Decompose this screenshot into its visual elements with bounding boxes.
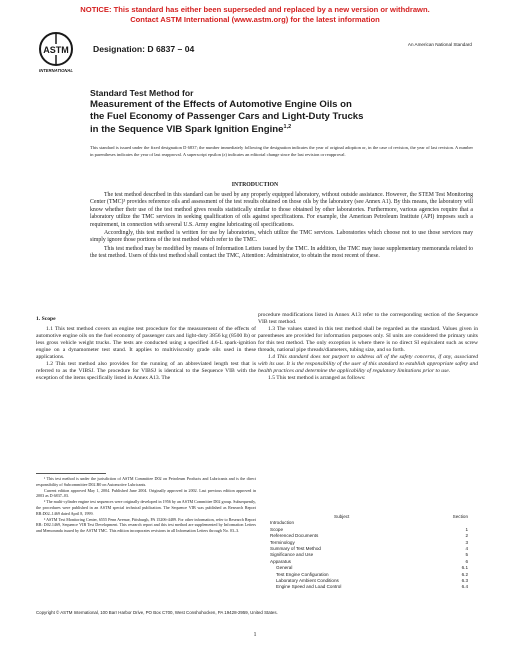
page-number: 1 xyxy=(253,632,257,638)
arrangement-table xyxy=(270,514,468,591)
row-subject: General xyxy=(276,565,293,571)
notice-line-2: Contact ASTM International (www.astm.org) for the latest information xyxy=(130,15,380,24)
logo-text: INTERNATIONAL xyxy=(39,68,73,73)
row-section: 6 xyxy=(465,558,468,564)
introduction-body xyxy=(90,192,473,262)
left-column xyxy=(36,316,256,382)
title-line-2: the Fuel Economy of Passenger Cars and Light-Duty Trucks xyxy=(90,110,364,122)
section-1-1: 1.1 This test method covers an engine test procedure for the measurement of the effects of automotive engine oils on the fuel economy of passenger cars and light-duty 3856 kg (8500 lb) or less gross vehicle weight trucks. The tests are conducted using a specified 4.6-L spark-ignition engine on a dynamometer test stand. It applies to multiviscosity grade oils used in these applications. xyxy=(36,326,256,361)
row-subject: Significance and Use xyxy=(270,552,314,558)
title-line-3 xyxy=(90,122,490,136)
row-section: 5 xyxy=(465,552,468,558)
row-section: 4 xyxy=(465,546,468,552)
svg-text:ASTM: ASTM xyxy=(43,45,69,55)
withdrawal-notice xyxy=(0,5,510,25)
section-1-3: 1.3 The values stated in this test method shall be regarded as the standard. Values given in parentheses are provided for information purposes only. SI units are considered the primary units for this test method. The only exception is where there is no direct SI equivalent such as screw threads, national pipe threads/diameters, tubing size, and so forth. xyxy=(258,326,478,354)
intro-paragraph: This test method may be modified by means of Information Letters issued by the TMC. In addition, the TMC may issue supplementary memoranda related to the test method. Users of this test method shall contact the TMC, Attention: Administrator, to obtain the most recent of these. xyxy=(90,245,473,260)
footnote-2: ² The multi-cylinder engine test sequences were originally developed in 1956 by an ASTM Committee D02 group. Subsequently, the procedures were published in an ASTM special technical publication. The Sequence VIB was published as Research Report RR:D02–1469 dated April 8, 1999. xyxy=(36,499,256,516)
right-column xyxy=(258,312,478,382)
footnote-3: ³ ASTM Test Monitoring Center, 6555 Penn Avenue, Pittsburgh, PA 15206-4489. For other information, refer to Research Report RR: D02.1469, Sequence VIB Test Development. This research report and this test method are supplemented by Information Letters and Memoranda issued by the ASTM TMC. This edition incorporates revisions in all Information Letters through No. 03–3. xyxy=(36,516,256,533)
footnote-1: ¹ This test method is under the jurisdiction of ASTM Committee D02 on Petroleum Products and Lubricants and is the direct responsibility of Subcommittee D02.B0 on Automotive Lubricants. xyxy=(36,476,256,487)
document-title xyxy=(90,88,490,136)
footnote-divider xyxy=(36,473,106,474)
title-line-0: Standard Test Method for xyxy=(90,88,194,98)
row-subject: Apparatus xyxy=(270,558,291,564)
notice-line-1: NOTICE: This standard has either been superseded and replaced by a new version or withdrawn. xyxy=(80,5,430,14)
row-subject: Terminology xyxy=(270,539,295,545)
row-section: 3 xyxy=(465,539,468,545)
row-subject: Scope xyxy=(270,526,284,532)
section-1-4: 1.4 This standard does not purport to address all of the safety concerns, if any, associated with its use. It is the responsibility of the user of this standard to establish appropriate safety and health practices and determine the applicability of regulatory limitations prior to use. xyxy=(258,354,478,375)
section-1-2: 1.2 This test method also provides for the running of an abbreviated length test that is referred to as the VIBSJ. The procedure for VIBSJ is identical to the Sequence VIB with the exception of the items specifically listed in Annex A13. The xyxy=(36,361,256,382)
row-section: 6.2 xyxy=(461,571,468,577)
title-line-1: Measurement of the Effects of Automotive Engine Oils on xyxy=(90,99,352,110)
row-section: 1 xyxy=(465,526,468,532)
copyright-line: Copyright © ASTM International, 100 Barr Harbor Drive, PO Box C700, West Conshohocken, PA 19428-2959, United States. xyxy=(36,610,278,615)
col-section-header: Section xyxy=(452,514,468,519)
row-section: 6.4 xyxy=(461,584,468,590)
section-heading-scope: 1. Scope xyxy=(36,316,56,322)
intro-paragraph: Accordingly, this test method is written for use by laboratories, which utilize the TMC services. Laboratories which choose not to use those services may simply ignore those portions of the test method which refer to the TMC. xyxy=(90,230,473,244)
row-subject: Introduction xyxy=(270,520,295,526)
astm-logo xyxy=(35,30,77,76)
section-1-2-continued: procedure modifications listed in Annex A13 refer to the corresponding section of the Sequence VIB test method. xyxy=(258,312,478,326)
designation: Designation: D 6837 – 04 xyxy=(93,44,195,54)
row-section: 6.3 xyxy=(461,578,468,584)
row-subject: Summary of Test Method xyxy=(270,546,321,552)
title-line-3-text: in the Sequence VIB Spark Ignition Engine xyxy=(90,124,284,136)
title-footnote-ref: 1,2 xyxy=(283,124,292,130)
col-subject-header: Subject xyxy=(334,514,350,519)
row-subject: Test Engine Configuration xyxy=(276,571,329,577)
footnote-1-edition: Current edition approved May 1, 2004. Published June 2004. Originally approved in 2002. Last previous edition approved in 2003 as D 6837–03. xyxy=(36,487,256,499)
american-national-standard-label: An American National Standard xyxy=(407,42,472,47)
section-1-5: 1.5 This test method is arranged as follows: xyxy=(268,375,366,382)
intro-paragraph: The test method described in this standard can be used by any properly equipped laboratory, without outside assistance. However, the STEM Test Monitoring Center (TMC)³ provides reference oils and assessment of the test results obtained on those oils by the laboratory (see Annex A1). By this means, the laboratory will know whether their use of the test method gives results statistically similar to those obtained by other laboratories. Furthermore, various agencies require that a laboratory utilize the TMC services in seeking qualification of oils against specifications. For example, the American Petroleum Institute (API) imposes such a requirement, in connection with several U.S. Army engine lubricating oil specifications. xyxy=(90,192,473,228)
row-subject: Engine Speed and Load Control xyxy=(276,584,342,590)
introduction-heading: INTRODUCTION xyxy=(231,182,279,188)
row-subject: Referenced Documents xyxy=(270,533,319,539)
issuance-note: This standard is issued under the fixed designation D 6837; the number immediately following the designation indicates the year of original adoption or, in the case of revision, the year of last revision. A number in parentheses indicates the year of last reapproval. A superscript epsilon (ε) indicates an editorial change since the last revision or reapproval. xyxy=(90,145,473,157)
row-subject: Laboratory Ambient Conditions xyxy=(276,578,339,584)
footnotes xyxy=(36,476,256,534)
row-section: 6.1 xyxy=(461,565,468,571)
row-section: 2 xyxy=(465,533,468,539)
table-row xyxy=(270,584,468,590)
